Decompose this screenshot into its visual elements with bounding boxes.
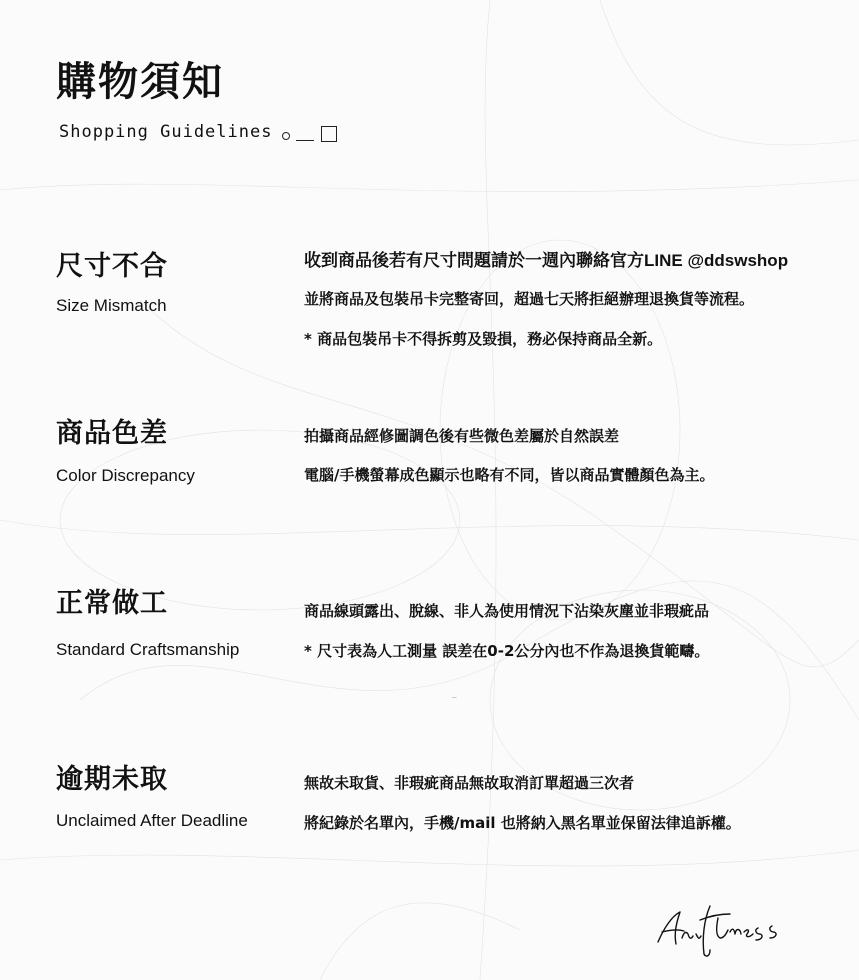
section-title-en: Standard Craftsmanship (56, 640, 240, 659)
section-title-en: Unclaimed After Deadline (56, 811, 248, 830)
subtitle-row (59, 122, 337, 142)
decor-shapes (282, 122, 337, 142)
square-decor-icon (321, 126, 337, 142)
description-line: 拍攝商品經修圖調色後有些微色差屬於自然誤差 (304, 427, 620, 445)
page-subtitle: Shopping Guidelines (59, 122, 273, 142)
description-line: 無故未取貨、非瑕疵商品無故取消訂單超過三次者 (304, 774, 635, 792)
description-line: * 商品包裝吊卡不得拆剪及毀損，務必保持商品全新。 (304, 330, 663, 348)
description-line: 收到商品後若有尺寸問題請於一週內聯絡官方LINE @ddswshop (304, 251, 789, 270)
description-line: * 尺寸表為人工測量 誤差在0-2公分內也不作為退換貨範疇。 (304, 642, 710, 660)
section-title-en: Size Mismatch (56, 296, 167, 315)
page-title: 購物須知 (56, 59, 224, 105)
underline-decor-icon (296, 140, 314, 141)
section-title-zh: 逾期未取 (56, 764, 168, 795)
section-title-zh: 尺寸不合 (56, 251, 168, 282)
signature-text: Driftness (452, 698, 457, 699)
section-title-en: Color Discrepancy (56, 466, 195, 485)
description-line: 商品線頭露出、脫線、非人為使用情況下沾染灰塵並非瑕疵品 (304, 602, 710, 620)
circle-decor-icon (282, 132, 290, 140)
section-title-zh: 正常做工 (56, 588, 168, 619)
description-line: 電腦/手機螢幕成色顯示也略有不同，皆以商品實體顏色為主。 (304, 466, 715, 484)
description-line: 將紀錄於名單內，手機/mail 也將納入黑名單並保留法律追訴權。 (304, 814, 741, 832)
section-title-zh: 商品色差 (56, 418, 168, 449)
description-line: 並將商品及包裝吊卡完整寄回，超過七天將拒絕辦理退換貨等流程。 (304, 290, 755, 308)
